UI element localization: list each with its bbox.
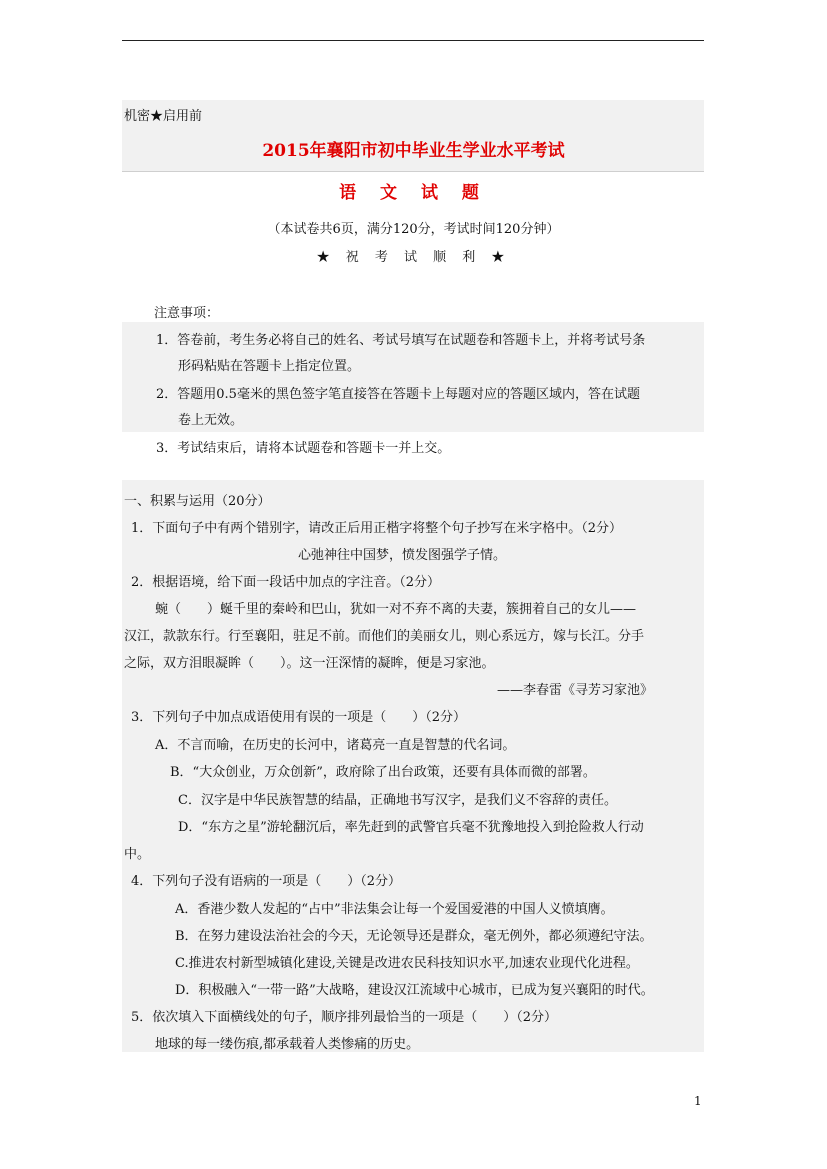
header-rule [122, 40, 704, 41]
question-3-option-d-cont: 中。 [124, 847, 151, 862]
question-5: 5．依次填入下面横线处的句子，顺序排列最恰当的一项是（ ）（2分） [131, 1010, 558, 1025]
question-2: 2．根据语境，给下面一段话中加点的字注音。（2分） [131, 575, 441, 590]
notice-item-1: 1．答卷前，考生务必将自己的姓名、考试号填写在试题卷和答题卡上，并将考试号条 [156, 333, 646, 348]
question-2-paragraph-3: 之际，双方泪眼凝眸（ ）。这一汪深情的凝眸，便是习家池。 [124, 656, 495, 671]
question-2-source: ——李春雷《寻芳习家池》 [497, 683, 654, 698]
question-3-option-b: B．“大众创业，万众创新”，政府除了出台政策，还要有具体而微的部署。 [170, 765, 596, 780]
question-1: 1．下面句子中有两个错别字，请改正后用正楷字将整个句子抄写在米字格中。（2分） [131, 521, 623, 536]
question-4: 4．下列句子没有语病的一项是（ ）（2分） [131, 874, 402, 889]
exam-info: （本试卷共6页，满分120分，考试时间120分钟） [267, 222, 560, 237]
exam-title: 2015年襄阳市初中毕业生学业水平考试 [262, 141, 565, 161]
page-number: 1 [694, 1094, 702, 1108]
wish-line: ★ 祝 考 试 顺 利 ★ [316, 250, 511, 265]
question-4-option-a: A．香港少数人发起的“占中”非法集会让每一个爱国爱港的中国人义愤填膺。 [175, 902, 614, 917]
secret-label: 机密★启用前 [124, 109, 203, 124]
notice-item-2-cont: 卷上无效。 [178, 413, 244, 428]
notice-heading: 注意事项： [154, 306, 220, 321]
notice-item-3: 3．考试结束后，请将本试题卷和答题卡一并上交。 [156, 441, 451, 456]
question-1-sentence: 心弛神往中国梦，愤发图强学子情。 [298, 548, 507, 563]
question-3-option-a: A．不言而喻，在历史的长河中，诸葛亮一直是智慧的代名词。 [155, 738, 516, 753]
title-divider [122, 171, 704, 172]
question-4-option-c: C.推进农村新型城镇化建设,关键是改进农民科技知识水平,加速农业现代化进程。 [175, 956, 639, 971]
question-3-option-c: C．汉字是中华民族智慧的结晶，正确地书写汉字，是我们义不容辞的责任。 [178, 793, 617, 808]
question-2-paragraph: 蜿（ ）蜒千里的秦岭和巴山，犹如一对不弃不离的夫妻，簇拥着自己的女儿—— [155, 602, 637, 617]
question-4-option-b: B．在努力建设法治社会的今天，无论领导还是群众，毫无例外，都必须遵纪守法。 [175, 929, 653, 944]
notice-item-2: 2．答题用0.5毫米的黑色签字笔直接答在答题卡上每题对应的答题区域内，答在试题 [156, 387, 640, 402]
question-5-text: 地球的每一缕伤痕,都承载着人类惨痛的历史。 [155, 1037, 420, 1052]
subject-title: 语 文 试 题 [339, 183, 488, 203]
question-3-option-d: D．“东方之星”游轮翻沉后，率先赶到的武警官兵毫不犹豫地投入到抢险救人行动 [178, 820, 644, 835]
question-4-option-d: D．积极融入“一带一路”大战略，建设汉江流域中心城市，已成为复兴襄阳的时代。 [175, 983, 654, 998]
notice-item-1-cont: 形码粘贴在答题卡上指定位置。 [178, 359, 361, 374]
question-2-paragraph-2: 汉江，款款东行。行至襄阳，驻足不前。而他们的美丽女儿，则心系远方，嫁与长江。分手 [124, 629, 645, 644]
question-3: 3．下列句子中加点成语使用有误的一项是（ ）（2分） [131, 710, 467, 725]
section-heading: 一、积累与运用（20分） [124, 494, 271, 509]
